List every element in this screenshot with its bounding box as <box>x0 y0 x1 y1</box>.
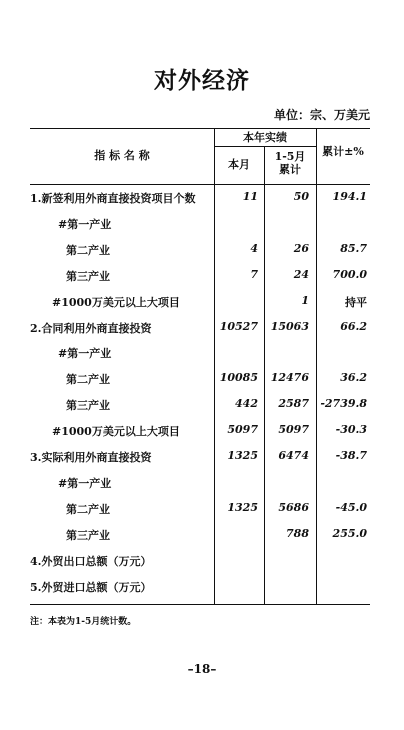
cumulative-value: 12476 <box>270 371 309 384</box>
row-label: 1.新签利用外商直接投资项目个数 <box>30 192 196 205</box>
cumulative-value: 2587 <box>278 397 309 410</box>
change-percent-value: 255.0 <box>332 527 367 540</box>
row-label: 4.外贸出口总额（万元） <box>30 555 152 568</box>
cumulative-value: 26 <box>293 242 309 255</box>
row-label: 3.实际利用外商直接投资 <box>30 451 152 464</box>
this-month-value: 1325 <box>227 501 258 514</box>
row-label: 5.外贸进口总额（万元） <box>30 581 152 594</box>
header-subrule <box>214 146 316 147</box>
this-month-value: 10527 <box>219 320 258 333</box>
this-month-value: 442 <box>235 397 258 410</box>
indicator-column-header: 指 标 名 称 <box>94 149 150 162</box>
row-label: #1000万美元以上大项目 <box>52 425 180 438</box>
cumulative-value: 5686 <box>278 501 309 514</box>
change-percent-value: -45.0 <box>335 501 367 514</box>
current-year-column-header: 本年实绩 <box>243 131 287 144</box>
row-label: 第三产业 <box>66 399 110 412</box>
cumulative-value: 50 <box>293 190 309 203</box>
cumulative-value: 788 <box>286 527 309 540</box>
this-month-value: 7 <box>250 268 258 281</box>
footnote: 注：本表为1-5月统计数。 <box>30 617 137 627</box>
row-label: #第一产业 <box>58 218 112 231</box>
cumulative-value: 5097 <box>278 423 309 436</box>
column-divider <box>214 128 215 604</box>
cumulative-value: 24 <box>293 268 309 281</box>
this-month-value: 5097 <box>227 423 258 436</box>
this-month-value: 11 <box>242 190 258 203</box>
change-percent-value: 66.2 <box>340 320 367 333</box>
change-percent-value: 持平 <box>345 296 367 309</box>
change-percent-value: -38.7 <box>335 449 367 462</box>
change-percent-value: 36.2 <box>340 371 367 384</box>
cumulative-value: 15063 <box>270 320 309 333</box>
page-title: 对外经济 <box>154 68 250 94</box>
header-bottom-rule <box>30 184 370 185</box>
row-label: 第二产业 <box>66 373 110 386</box>
table-top-rule <box>30 128 370 129</box>
change-column-header: 累计±% <box>322 145 364 158</box>
unit-label: 单位：宗、万美元 <box>273 108 370 122</box>
this-month-value: 10085 <box>219 371 258 384</box>
column-divider <box>264 146 265 604</box>
row-label: #1000万美元以上大项目 <box>52 296 180 309</box>
row-label: 第三产业 <box>66 270 110 283</box>
this-month-column-header: 本月 <box>228 158 250 171</box>
row-label: 第二产业 <box>66 244 110 257</box>
row-label: 第二产业 <box>66 503 110 516</box>
table-bottom-rule <box>30 604 370 605</box>
row-label: 2.合同利用外商直接投资 <box>30 322 152 335</box>
row-label: #第一产业 <box>58 347 112 360</box>
change-percent-value: 194.1 <box>332 190 367 203</box>
cumulative-column-header-line1: 1-5月 <box>274 150 306 163</box>
change-percent-value: -2739.8 <box>320 397 367 410</box>
cumulative-column-header-line2: 累计 <box>279 163 301 176</box>
this-month-value: 4 <box>250 242 258 255</box>
row-label: 第三产业 <box>66 529 110 542</box>
row-label: #第一产业 <box>58 477 112 490</box>
cumulative-value: 6474 <box>278 449 309 462</box>
change-percent-value: 700.0 <box>332 268 367 281</box>
change-percent-value: -30.3 <box>335 423 367 436</box>
column-divider <box>316 128 317 604</box>
change-percent-value: 85.7 <box>340 242 367 255</box>
cumulative-value: 1 <box>301 294 309 307</box>
this-month-value: 1325 <box>227 449 258 462</box>
page-number: –18– <box>187 662 217 676</box>
